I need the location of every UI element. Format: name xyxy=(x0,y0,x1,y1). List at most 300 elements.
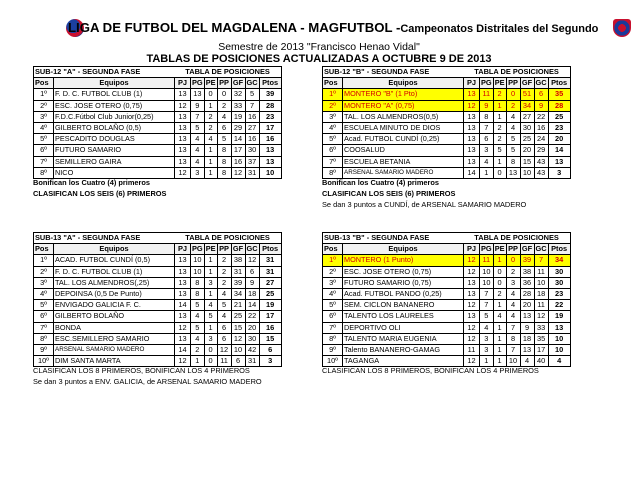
table-row xyxy=(323,322,571,333)
table-row xyxy=(323,145,571,156)
cell-gf: 4 xyxy=(520,356,534,367)
cell-pp: 8 xyxy=(217,156,231,167)
cell-pos: 5º xyxy=(323,134,343,145)
cell-pe: 0 xyxy=(204,89,217,100)
cell-pos: 6º xyxy=(323,145,343,156)
cell-pe: 0 xyxy=(204,345,217,356)
cell-pj: 13 xyxy=(175,111,191,122)
cell-pj: 13 xyxy=(175,145,191,156)
column-header: Ptos xyxy=(548,244,570,255)
cell-pp: 0 xyxy=(506,255,520,266)
table-row xyxy=(323,111,571,122)
cell-gc: 31 xyxy=(245,167,259,178)
column-header: PP xyxy=(506,244,520,255)
cell-pg: 4 xyxy=(191,311,205,322)
cell-pos: 2º xyxy=(323,100,343,111)
cell-pg: 7 xyxy=(480,289,494,300)
cell-team: F. D. C. FUTBOL CLUB (1) xyxy=(54,266,175,277)
cell-team: ARSENAL SAMARIO MADERO xyxy=(54,345,175,356)
cell-pts: 31 xyxy=(259,255,281,266)
cell-pts: 25 xyxy=(548,111,570,122)
cell-pg: 8 xyxy=(191,289,205,300)
cell-gc: 29 xyxy=(534,145,548,156)
cell-pg: 5 xyxy=(191,322,205,333)
cell-pts: 34 xyxy=(548,255,570,266)
column-header: GC xyxy=(535,78,547,88)
cell-team: DEPOINSA (0,5 De Punto) xyxy=(54,289,175,300)
cell-pts: 23 xyxy=(548,123,570,134)
cell-pp: 5 xyxy=(506,134,520,145)
cell-team: Acad. FUTBOL CUNDÍ (0,25) xyxy=(343,134,464,145)
table-row xyxy=(34,89,282,100)
cell-pj: 13 xyxy=(175,123,191,134)
title-main: LIGA DE FUTBOL DEL MAGDALENA - MAGFUTBOL - xyxy=(68,20,401,35)
table-caption-right: TABLA DE POSICIONES xyxy=(464,233,571,244)
cell-gc: 7 xyxy=(245,100,259,111)
cell-pj: 12 xyxy=(464,333,480,344)
cell-team: DIM SANTA MARTA xyxy=(54,356,175,367)
cell-pe: 1 xyxy=(204,289,217,300)
table-row xyxy=(323,156,571,167)
cell-pp: 11 xyxy=(217,356,231,367)
table-row xyxy=(323,289,571,300)
column-header: GF xyxy=(521,78,533,88)
cell-team: TALENTO LOS LAURELES xyxy=(343,311,464,322)
table-row xyxy=(34,111,282,122)
cell-pos: 1º xyxy=(323,89,343,100)
cell-pg: 3 xyxy=(480,333,494,344)
cell-team: TAL. LOS ALMENDROS(,25) xyxy=(54,277,175,288)
table-row xyxy=(323,277,571,288)
cell-team: MONTERO "B" (1 Pto) xyxy=(343,89,464,100)
cell-pg: 7 xyxy=(480,123,494,134)
table-note: Bonifican los Cuatro (4) primeros xyxy=(322,178,440,187)
cell-pg: 7 xyxy=(191,111,205,122)
cell-gf: 36 xyxy=(520,277,534,288)
cell-gc: 18 xyxy=(534,289,548,300)
cell-pg: 11 xyxy=(480,89,494,100)
cell-pp: 8 xyxy=(506,156,520,167)
column-header: PP xyxy=(217,78,231,89)
cell-pts: 13 xyxy=(259,145,281,156)
table-row xyxy=(34,322,282,333)
cell-gf: 17 xyxy=(231,145,245,156)
cell-pj: 13 xyxy=(175,266,191,277)
cell-gf: 38 xyxy=(231,255,245,266)
table-row xyxy=(323,311,571,322)
cell-pp: 8 xyxy=(217,167,231,178)
cell-pe: 2 xyxy=(493,289,506,300)
cell-pp: 2 xyxy=(217,277,231,288)
cell-pos: 4º xyxy=(323,289,343,300)
cell-pe: 2 xyxy=(204,123,217,134)
table-caption: SUB-12 "A" - SEGUNDA FASE xyxy=(34,67,175,78)
cell-team: GILBERTO BOLAÑO (0,5) xyxy=(54,123,175,134)
cell-pos: 6º xyxy=(323,311,343,322)
table-row xyxy=(34,277,282,288)
cell-pg: 3 xyxy=(480,145,494,156)
cell-pj: 13 xyxy=(464,311,480,322)
standings-table xyxy=(322,66,571,179)
column-header: PJ xyxy=(175,78,191,89)
table-note: CLASIFICAN LOS SEIS (6) PRIMEROS xyxy=(322,189,456,198)
cell-pos: 10º xyxy=(323,356,343,367)
cell-team: ESC. JOSE OTERO (0,75) xyxy=(343,266,464,277)
cell-pts: 23 xyxy=(548,289,570,300)
cell-gf: 27 xyxy=(520,111,534,122)
cell-gc: 7 xyxy=(534,255,548,266)
table-note: CLASIFICAN LOS 8 PRIMEROS, BONIFICAN LOS 4 PRIMEROS xyxy=(33,366,250,375)
table-row xyxy=(323,167,571,178)
cell-pg: 7 xyxy=(480,300,494,311)
cell-pg: 4 xyxy=(191,145,205,156)
cell-pts: 31 xyxy=(259,266,281,277)
cell-team: TAL. LOS ALMENDROS(0,5) xyxy=(343,111,464,122)
cell-pts: 17 xyxy=(259,311,281,322)
cell-pe: 2 xyxy=(493,89,506,100)
cell-pj: 13 xyxy=(464,145,480,156)
cell-pe: 0 xyxy=(493,266,506,277)
table-note: CLASIFICAN LOS SEIS (6) PRIMEROS xyxy=(33,189,167,198)
cell-pos: 5º xyxy=(323,300,343,311)
cell-pe: 3 xyxy=(204,277,217,288)
cell-pe: 2 xyxy=(204,111,217,122)
cell-pos: 7º xyxy=(323,156,343,167)
cell-pj: 12 xyxy=(464,266,480,277)
cell-gc: 10 xyxy=(534,277,548,288)
table-row xyxy=(34,311,282,322)
table-caption-right: TABLA DE POSICIONES xyxy=(175,67,282,78)
cell-pg: 8 xyxy=(480,111,494,122)
cell-pp: 2 xyxy=(506,100,520,111)
cell-pts: 35 xyxy=(548,89,570,100)
cell-team: MONTERO "A" (0,75) xyxy=(343,100,464,111)
cell-pe: 4 xyxy=(493,311,506,322)
cell-pos: 8º xyxy=(34,167,54,178)
cell-pj: 13 xyxy=(464,89,480,100)
cell-pg: 10 xyxy=(191,266,205,277)
cell-pj: 13 xyxy=(464,111,480,122)
cell-pts: 6 xyxy=(259,345,281,356)
table-row xyxy=(34,123,282,134)
cell-gc: 37 xyxy=(245,156,259,167)
cell-pp: 2 xyxy=(506,266,520,277)
column-header: PP xyxy=(506,78,520,89)
cell-pe: 3 xyxy=(204,333,217,344)
cell-team: F.D.C.Fútbol Club Junior(0,25) xyxy=(54,111,175,122)
cell-gf: 34 xyxy=(520,100,534,111)
table-note: Se dan 3 puntos a CUNDÍ, de ARSENAL SAMARIO MADERO xyxy=(322,200,527,209)
cell-gf: 16 xyxy=(231,156,245,167)
cell-gc: 22 xyxy=(245,311,259,322)
cell-pp: 8 xyxy=(506,333,520,344)
cell-pts: 13 xyxy=(548,322,570,333)
column-header: PE xyxy=(494,78,505,88)
cell-team: ARSENAL SAMARIO MADERO xyxy=(343,167,464,178)
page-subtitle: Semestre de 2013 "Francisco Henao Vidal" xyxy=(218,41,420,53)
cell-gf: 20 xyxy=(520,300,534,311)
cell-pp: 6 xyxy=(217,333,231,344)
table-row xyxy=(323,333,571,344)
cell-pp: 0 xyxy=(217,89,231,100)
column-header: Pos xyxy=(323,78,343,89)
cell-pp: 7 xyxy=(506,322,520,333)
cell-pp: 2 xyxy=(217,266,231,277)
cell-pj: 13 xyxy=(464,289,480,300)
cell-pe: 2 xyxy=(493,123,506,134)
cell-pj: 14 xyxy=(175,345,191,356)
cell-team: MONTERO (1 Punto) xyxy=(343,255,464,266)
cell-gc: 24 xyxy=(534,134,548,145)
cell-gf: 10 xyxy=(231,345,245,356)
cell-pp: 4 xyxy=(506,111,520,122)
table-row xyxy=(323,345,571,356)
cell-team: Talento BANANERO-GAMAG xyxy=(343,345,464,356)
cell-pe: 1 xyxy=(204,167,217,178)
table-row xyxy=(34,156,282,167)
cell-pos: 4º xyxy=(34,123,54,134)
cell-pos: 5º xyxy=(34,300,54,311)
cell-pts: 14 xyxy=(548,145,570,156)
table-row xyxy=(34,300,282,311)
cell-pp: 4 xyxy=(217,111,231,122)
cell-pts: 19 xyxy=(548,311,570,322)
cell-gc: 5 xyxy=(245,89,259,100)
cell-gc: 9 xyxy=(245,277,259,288)
cell-gc: 12 xyxy=(245,255,259,266)
cell-pp: 4 xyxy=(506,311,520,322)
cell-pj: 12 xyxy=(464,255,480,266)
column-header: GF xyxy=(232,78,244,88)
column-header: Equipos xyxy=(54,244,175,255)
table-note: Se dan 3 puntos a ENV. GALICIA, de ARSENAL SAMARIO MADERO xyxy=(33,377,262,386)
cell-gc: 6 xyxy=(534,89,548,100)
cell-pe: 1 xyxy=(204,100,217,111)
cell-pj: 12 xyxy=(464,100,480,111)
column-header: PJ xyxy=(464,78,480,89)
cell-pts: 28 xyxy=(548,100,570,111)
table-row xyxy=(323,123,571,134)
cell-pg: 2 xyxy=(191,345,205,356)
cell-team: NICO xyxy=(54,167,175,178)
cell-pj: 12 xyxy=(464,300,480,311)
cell-pg: 5 xyxy=(191,300,205,311)
cell-pos: 6º xyxy=(34,311,54,322)
cell-team: ESC. JOSE OTERO (0,75) xyxy=(54,100,175,111)
table-row xyxy=(323,134,571,145)
column-header: PP xyxy=(217,244,231,255)
cell-gf: 38 xyxy=(520,266,534,277)
column-header: PG xyxy=(481,244,492,254)
title-suffix: Campeonatos Distritales del Segundo xyxy=(400,23,599,35)
cell-pts: 15 xyxy=(259,333,281,344)
cell-gc: 27 xyxy=(245,123,259,134)
cell-pos: 8º xyxy=(323,167,343,178)
cell-pe: 1 xyxy=(204,145,217,156)
cell-pj: 13 xyxy=(175,134,191,145)
table-row xyxy=(34,255,282,266)
column-header: Ptos xyxy=(548,78,570,89)
cell-pp: 12 xyxy=(217,345,231,356)
table-row xyxy=(323,300,571,311)
cell-gf: 10 xyxy=(520,167,534,178)
cell-team: GILBERTO BOLAÑO xyxy=(54,311,175,322)
header-row xyxy=(323,244,571,255)
table-row xyxy=(34,266,282,277)
standings-table xyxy=(33,66,282,179)
cell-gc: 31 xyxy=(245,356,259,367)
cell-pe: 1 xyxy=(493,356,506,367)
cell-gc: 20 xyxy=(245,322,259,333)
cell-gc: 11 xyxy=(534,300,548,311)
cell-pos: 4º xyxy=(323,123,343,134)
cell-pj: 12 xyxy=(175,322,191,333)
table-row xyxy=(34,289,282,300)
column-header: GC xyxy=(246,78,258,88)
cell-pg: 5 xyxy=(191,123,205,134)
column-header: Pos xyxy=(34,78,54,89)
cell-gc: 30 xyxy=(245,145,259,156)
cell-pp: 13 xyxy=(506,167,520,178)
cell-pg: 13 xyxy=(191,89,205,100)
cell-team: DEPORTIVO OLI xyxy=(343,322,464,333)
cell-team: ESCUELA BETANIA xyxy=(343,156,464,167)
cell-pe: 1 xyxy=(493,156,506,167)
column-header: Equipos xyxy=(343,244,464,255)
cell-pos: 1º xyxy=(34,255,54,266)
cell-pp: 6 xyxy=(217,322,231,333)
cell-pg: 6 xyxy=(480,134,494,145)
table-caption: SUB-13 "B" - SEGUNDA FASE xyxy=(323,233,464,244)
cell-pg: 5 xyxy=(480,311,494,322)
cell-gf: 39 xyxy=(520,255,534,266)
table-row xyxy=(323,266,571,277)
cell-pos: 7º xyxy=(34,322,54,333)
cell-pos: 8º xyxy=(34,333,54,344)
cell-pts: 30 xyxy=(548,266,570,277)
table-caption-right: TABLA DE POSICIONES xyxy=(175,233,282,244)
cell-gc: 43 xyxy=(534,156,548,167)
cell-team: TAGANGA xyxy=(343,356,464,367)
cell-gc: 18 xyxy=(245,289,259,300)
cell-gf: 34 xyxy=(231,289,245,300)
table-row xyxy=(323,100,571,111)
cell-pg: 11 xyxy=(480,255,494,266)
cell-pj: 13 xyxy=(464,156,480,167)
cell-pos: 3º xyxy=(34,277,54,288)
cell-pts: 13 xyxy=(548,156,570,167)
cell-gf: 33 xyxy=(231,100,245,111)
cell-gf: 12 xyxy=(231,333,245,344)
header-row xyxy=(34,244,282,255)
cell-pp: 2 xyxy=(217,100,231,111)
cell-pts: 30 xyxy=(548,277,570,288)
cell-pos: 3º xyxy=(323,277,343,288)
cell-pg: 9 xyxy=(480,100,494,111)
cell-pe: 4 xyxy=(204,300,217,311)
cell-pp: 4 xyxy=(217,311,231,322)
cell-pos: 1º xyxy=(34,89,54,100)
cell-pos: 9º xyxy=(323,345,343,356)
cell-pe: 0 xyxy=(493,167,506,178)
cell-gc: 35 xyxy=(534,333,548,344)
cell-pj: 13 xyxy=(464,123,480,134)
column-header: Equipos xyxy=(54,78,175,89)
table-row xyxy=(323,255,571,266)
table-note: CLASIFICAN LOS 8 PRIMEROS, BONIFICAN LOS 4 PRIMEROS xyxy=(322,366,539,375)
cell-gc: 33 xyxy=(534,322,548,333)
cell-pj: 13 xyxy=(175,311,191,322)
cell-pg: 10 xyxy=(480,277,494,288)
cell-team: BONDA xyxy=(54,322,175,333)
cell-pj: 12 xyxy=(175,356,191,367)
cell-pts: 25 xyxy=(259,289,281,300)
cell-gf: 28 xyxy=(520,289,534,300)
table-row xyxy=(34,167,282,178)
cell-pos: 2º xyxy=(34,100,54,111)
cell-team: SEMILLERO GAIRA xyxy=(54,156,175,167)
cell-gf: 31 xyxy=(231,266,245,277)
cell-gc: 43 xyxy=(534,167,548,178)
cell-pe: 1 xyxy=(493,111,506,122)
cell-pos: 7º xyxy=(34,156,54,167)
cell-team: ESCUELA MINUTO DE DIOS xyxy=(343,123,464,134)
cell-gc: 17 xyxy=(534,345,548,356)
cell-gc: 16 xyxy=(245,111,259,122)
cell-pe: 1 xyxy=(493,333,506,344)
cell-pe: 1 xyxy=(204,322,217,333)
cell-pos: 6º xyxy=(34,145,54,156)
cell-pj: 13 xyxy=(175,333,191,344)
cell-team: ESC.SEMILLERO SAMARIO xyxy=(54,333,175,344)
cell-team: TALENTO MARIA EUGENIA xyxy=(343,333,464,344)
cell-pos: 2º xyxy=(34,266,54,277)
cell-pj: 14 xyxy=(464,167,480,178)
cell-pe: 1 xyxy=(204,266,217,277)
cell-pts: 13 xyxy=(259,156,281,167)
cell-pe: 5 xyxy=(493,145,506,156)
cell-pos: 2º xyxy=(323,266,343,277)
cell-pe: 1 xyxy=(493,255,506,266)
cell-pp: 6 xyxy=(217,123,231,134)
cell-pe: 1 xyxy=(493,300,506,311)
cell-pg: 10 xyxy=(191,255,205,266)
cell-pg: 4 xyxy=(480,322,494,333)
cell-gf: 32 xyxy=(231,89,245,100)
cell-pts: 19 xyxy=(259,300,281,311)
cell-pp: 4 xyxy=(217,289,231,300)
column-header: PE xyxy=(205,78,216,88)
cell-pp: 2 xyxy=(217,255,231,266)
cell-pj: 12 xyxy=(464,356,480,367)
cell-gc: 11 xyxy=(534,266,548,277)
cell-pos: 7º xyxy=(323,322,343,333)
cell-team: FUTURO SAMARIO (0,75) xyxy=(343,277,464,288)
cell-gc: 30 xyxy=(245,333,259,344)
cell-pe: 4 xyxy=(204,134,217,145)
cell-pj: 12 xyxy=(175,100,191,111)
cell-pg: 3 xyxy=(480,345,494,356)
cell-pj: 13 xyxy=(175,89,191,100)
cell-pts: 23 xyxy=(259,111,281,122)
table-note: Bonifican los Cuatro (4) primeros xyxy=(33,178,151,187)
cell-gc: 16 xyxy=(534,123,548,134)
cell-gc: 40 xyxy=(534,356,548,367)
cell-pp: 8 xyxy=(217,145,231,156)
cell-pts: 10 xyxy=(548,345,570,356)
cell-gc: 16 xyxy=(245,134,259,145)
cell-pts: 10 xyxy=(259,167,281,178)
